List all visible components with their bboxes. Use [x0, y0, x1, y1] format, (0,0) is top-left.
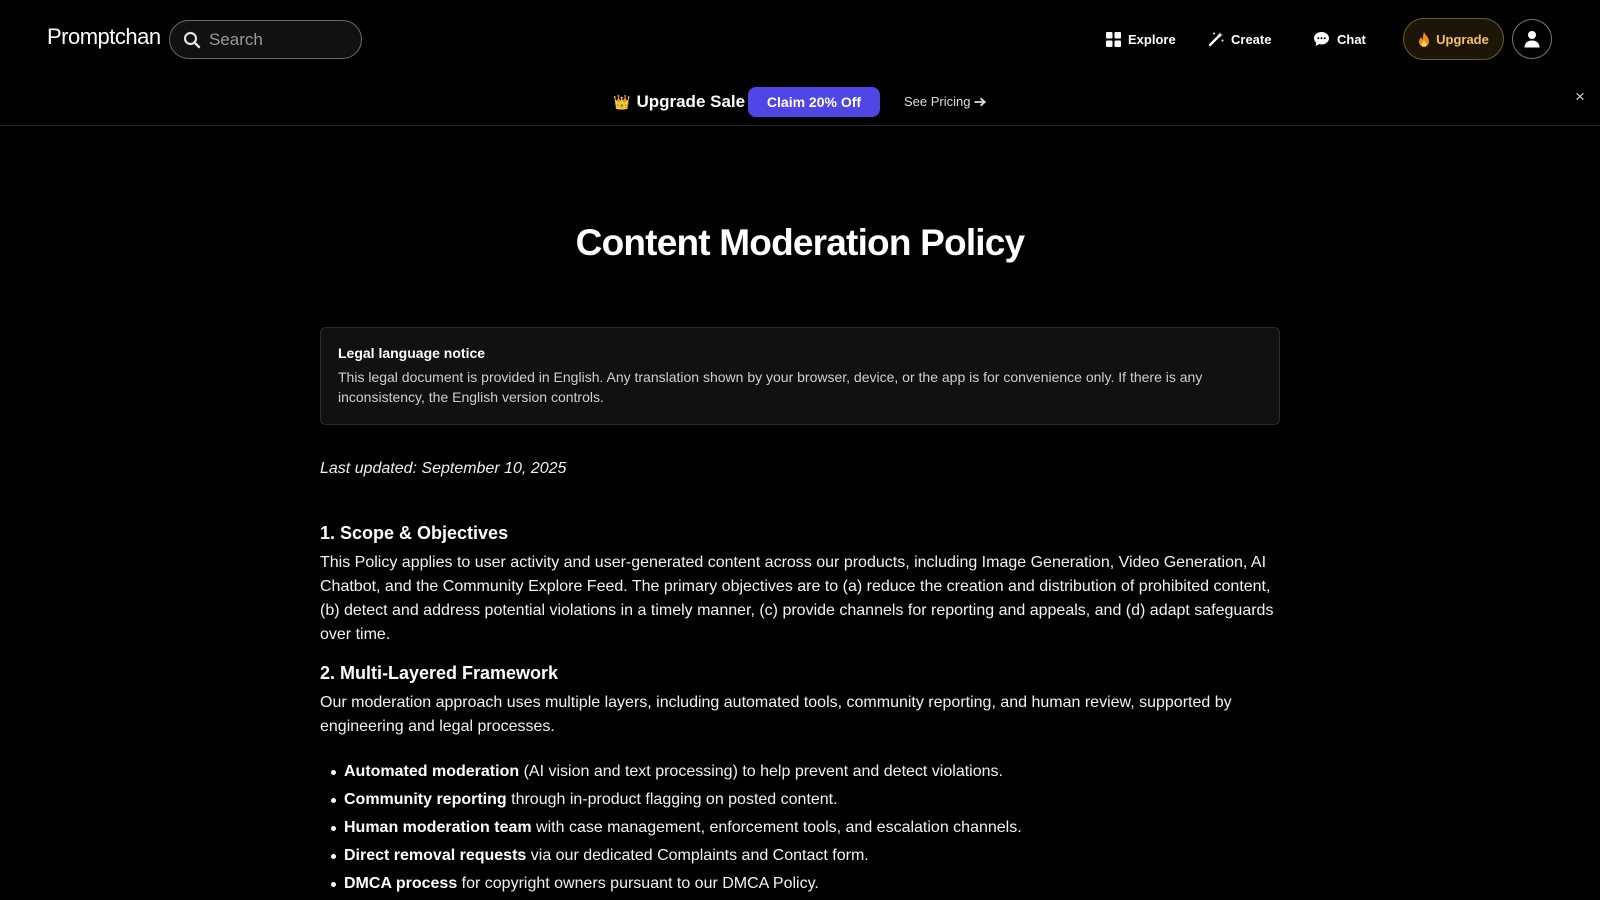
banner-title [613, 92, 745, 112]
list-item-text: through in-product flagging on posted content. [506, 791, 838, 808]
top-navigation-bar [0, 0, 1600, 78]
page-title: Content Moderation Policy [575, 222, 1025, 263]
see-pricing-label: See Pricing [904, 94, 971, 109]
list-item-bold: Automated moderation [344, 763, 520, 780]
last-updated: Last updated: September 10, 2025 [320, 460, 567, 477]
upgrade-label: Upgrade [1436, 31, 1489, 47]
user-icon [1524, 30, 1540, 48]
search-input[interactable] [209, 30, 349, 50]
list-item-text: via our dedicated Complaints and Contact form. [526, 847, 869, 864]
nav-explore[interactable] [1106, 28, 1176, 50]
list-item-bold: DMCA process [344, 875, 458, 892]
banner-title-text: Upgrade Sale [636, 92, 746, 111]
nav-create-label: Create [1231, 31, 1272, 47]
notice-title: Legal language notice [338, 345, 486, 361]
list-item [320, 814, 1280, 842]
search-icon [183, 31, 201, 49]
list-item-bold: Direct removal requests [344, 847, 527, 864]
section-body: Our moderation approach uses multiple layers, including automated tools, community reporting, and human review, supported by engineering and legal processes. [320, 694, 1232, 735]
claim-discount-button[interactable]: Claim 20% Off [748, 87, 880, 117]
list-item [320, 758, 1280, 786]
grid-icon [1106, 32, 1121, 47]
list-item [320, 870, 1280, 898]
section-body: This Policy applies to user activity and user-generated content across our products, including Image Generation, Video Generation, AI Chatbot, and the Community Explore Feed. The primary objectives are to (a) reduce the creation and distribution of prohibited content, (b) detect and address potential violations in a timely manner, (c) provide channels for reporting and appeals, and (d) adapt safeguards over time. [320, 554, 1274, 643]
list-item-text: with case management, enforcement tools, and escalation channels. [531, 819, 1022, 836]
wand-icon [1208, 31, 1224, 47]
list-item [320, 842, 1280, 870]
crown-icon: 👑 [613, 93, 631, 110]
legal-notice-box [320, 327, 1280, 425]
nav-explore-label: Explore [1128, 31, 1176, 47]
framework-list [320, 758, 1280, 898]
list-item-bold: Community reporting [344, 791, 507, 808]
close-banner-button[interactable]: × [1575, 87, 1585, 106]
logo[interactable]: Promptchan [47, 24, 161, 49]
arrow-right-icon [974, 97, 986, 107]
section-framework [320, 663, 1280, 739]
section-heading: 1. Scope & Objectives [320, 523, 509, 543]
section-heading: 2. Multi-Layered Framework [320, 663, 559, 683]
list-item-text: (AI vision and text processing) to help prevent and detect violations. [519, 763, 1003, 780]
nav-chat-label: Chat [1337, 31, 1366, 47]
list-item [320, 786, 1280, 814]
section-scope [320, 523, 1280, 647]
search-box[interactable] [169, 20, 362, 59]
nav-chat[interactable] [1313, 28, 1366, 50]
notice-text: This legal document is provided in English. Any translation shown by your browser, device, or the app is for convenience only. If there is any inconsistency, the English version controls. [338, 369, 1203, 405]
upgrade-button[interactable] [1403, 18, 1504, 60]
flame-icon [1418, 32, 1430, 47]
nav-create[interactable] [1208, 28, 1271, 50]
see-pricing-link[interactable] [904, 94, 986, 109]
avatar[interactable] [1512, 19, 1552, 59]
list-item-bold: Human moderation team [344, 819, 532, 836]
list-item-text: for copyright owners pursuant to our DMCA Policy. [457, 875, 819, 892]
chat-bubble-icon [1313, 31, 1330, 47]
